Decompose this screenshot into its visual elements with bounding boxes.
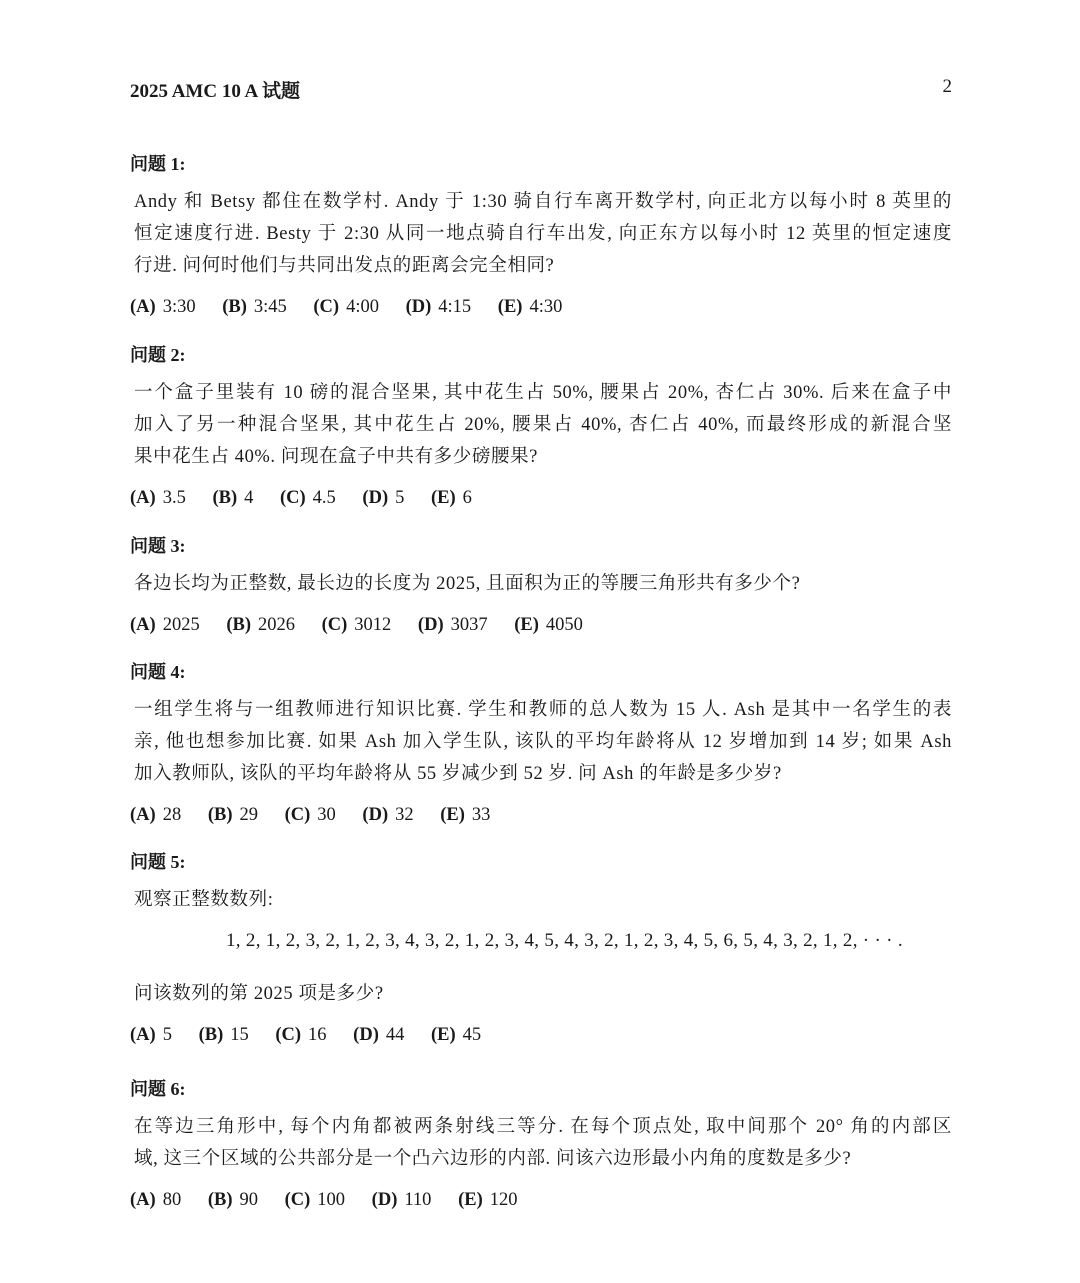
- choice-value: 120: [489, 1190, 518, 1210]
- choice-value: 3037: [450, 615, 488, 635]
- problem-text-line: 域, 这三个区域的公共部分是一个凸六边形的内部. 问该六边形最小内角的度数是多少?: [134, 1149, 852, 1169]
- problem-text-line: 一组学生将与一组教师进行知识比赛. 学生和教师的总人数为 15 人. Ash 是其中一名学生的表: [134, 700, 952, 720]
- problem-3: [130, 534, 952, 638]
- choice-a: [130, 485, 186, 511]
- problem-text-line: 问该数列的第 2025 项是多少?: [134, 984, 384, 1004]
- problem-text-line: 恒定速度行进. Besty 于 2:30 从同一地点骑自行车出发, 向正东方以每小时 12 英里的恒定速度: [134, 224, 952, 244]
- choice-d: [353, 1022, 404, 1048]
- choice-d: [372, 1187, 432, 1213]
- problem-5: [130, 850, 952, 916]
- problem-heading: 问题 3:: [130, 536, 186, 556]
- problem-text-line: 果中花生占 40%. 问现在盒子中共有多少磅腰果?: [134, 447, 538, 467]
- choice-c: [275, 1022, 326, 1048]
- choice-e: [458, 1187, 517, 1213]
- choice-value: 15: [230, 1025, 249, 1045]
- choice-label: (C): [279, 488, 306, 508]
- problem-5-question: [130, 978, 952, 1048]
- answer-choices: [130, 612, 952, 638]
- choice-value: 6: [462, 488, 472, 508]
- choice-label: (B): [226, 615, 251, 635]
- choice-value: 3:45: [253, 297, 287, 317]
- choice-c: [280, 485, 336, 511]
- choice-label: (A): [130, 488, 156, 508]
- choice-value: 90: [239, 1190, 258, 1210]
- choice-value: 4:30: [529, 297, 563, 317]
- choice-a: [130, 1022, 172, 1048]
- choice-c: [322, 612, 392, 638]
- choice-value: 4: [244, 488, 254, 508]
- choice-a: [130, 612, 200, 638]
- problem-text: [130, 1111, 952, 1175]
- choice-value: 29: [239, 805, 258, 825]
- exam-page: [130, 0, 952, 1283]
- choice-value: 28: [162, 805, 182, 825]
- choice-label: (E): [497, 297, 523, 317]
- problem-text-line: 行进. 问何时他们与共同出发点的距离会完全相同?: [134, 256, 555, 276]
- problem-heading: 问题 2:: [130, 345, 186, 365]
- problem-text: [130, 186, 952, 282]
- choice-value: 4.5: [312, 488, 336, 508]
- choice-value: 5: [162, 1025, 172, 1045]
- choice-value: 80: [162, 1190, 182, 1210]
- choice-d: [362, 802, 413, 828]
- choice-value: 16: [308, 1025, 327, 1045]
- choice-label: (C): [313, 297, 340, 317]
- choice-label: (C): [284, 805, 311, 825]
- choice-label: (A): [130, 615, 156, 635]
- choice-label: (D): [371, 1190, 398, 1210]
- problem-6: [130, 1077, 952, 1213]
- page-header: [130, 76, 952, 102]
- choice-label: (E): [514, 615, 539, 635]
- choice-label: (D): [353, 1025, 379, 1045]
- problem-heading: 问题 6:: [130, 1079, 186, 1099]
- choice-c: [313, 294, 379, 320]
- page-number: 2: [942, 76, 952, 97]
- choice-value: 2025: [162, 615, 200, 635]
- choice-b: [208, 802, 258, 828]
- choice-label: (A): [130, 297, 156, 317]
- problem-text: [130, 568, 952, 600]
- answer-choices: [130, 294, 952, 320]
- problem-text-line: 一个盒子里装有 10 磅的混合坚果, 其中花生占 50%, 腰果占 20%, 杏仁占 30%. 后来在盒子中: [134, 383, 952, 403]
- problem-text: [130, 978, 952, 1010]
- choice-label: (C): [284, 1190, 311, 1210]
- answer-choices: [130, 802, 952, 828]
- choice-label: (C): [321, 615, 348, 635]
- choice-label: (B): [207, 1190, 233, 1210]
- choice-label: (E): [440, 805, 465, 825]
- choice-label: (E): [430, 488, 456, 508]
- problem-heading: 问题 1:: [130, 154, 186, 174]
- answer-choices: [130, 485, 952, 511]
- choice-label: (A): [130, 805, 156, 825]
- choice-b: [212, 485, 253, 511]
- choice-label: (D): [405, 297, 432, 317]
- choice-value: 4:00: [346, 297, 379, 317]
- problem-1: [130, 152, 952, 320]
- problem-4: [130, 660, 952, 828]
- problem-heading: 问题 4:: [130, 662, 186, 682]
- choice-value: 2026: [257, 615, 295, 635]
- answer-choices: [130, 1022, 952, 1048]
- choice-label: (B): [222, 297, 247, 317]
- problem-text-line: 加入了另一种混合坚果, 其中花生占 20%, 腰果占 40%, 杏仁占 40%, 而最终形成的新混合坚: [134, 415, 952, 435]
- choice-e: [431, 1022, 481, 1048]
- choice-e: [431, 485, 472, 511]
- choice-a: [130, 802, 181, 828]
- choice-label: (A): [130, 1190, 156, 1210]
- problem-text-line: 亲, 他也想参加比赛. 如果 Ash 加入学生队, 该队的平均年龄将从 12 岁增加到 14 岁; 如果 Ash: [134, 732, 952, 752]
- choice-value: 4050: [545, 615, 583, 635]
- problem-text: [130, 377, 952, 473]
- choice-c: [285, 802, 336, 828]
- problem-heading: 问题 5:: [130, 852, 186, 872]
- choice-b: [226, 612, 295, 638]
- choice-value: 3:30: [162, 297, 196, 317]
- choice-label: (C): [275, 1025, 302, 1045]
- problem-text-line: 观察正整数数列:: [134, 890, 274, 910]
- choice-e: [440, 802, 490, 828]
- choice-value: 5: [395, 488, 405, 508]
- choice-value: 100: [317, 1190, 346, 1210]
- choice-value: 3.5: [162, 488, 186, 508]
- choice-label: (D): [417, 615, 444, 635]
- choice-label: (B): [212, 488, 238, 508]
- choice-value: 4:15: [438, 297, 472, 317]
- problem-text-line: 在等边三角形中, 每个内角都被两条射线三等分. 在每个顶点处, 取中间那个 20° 角的内部区: [134, 1117, 952, 1137]
- choice-a: [130, 1187, 181, 1213]
- choice-label: (A): [130, 1025, 156, 1045]
- choice-label: (D): [362, 488, 389, 508]
- choice-value: 30: [317, 805, 336, 825]
- choice-value: 44: [385, 1025, 405, 1045]
- choice-e: [498, 294, 563, 320]
- choice-label: (D): [362, 805, 389, 825]
- choice-value: 32: [395, 805, 414, 825]
- choice-label: (E): [430, 1025, 456, 1045]
- problem-text-line: 各边长均为正整数, 最长边的长度为 2025, 且面积为正的等腰三角形共有多少个?: [134, 574, 801, 594]
- choice-label: (B): [207, 805, 233, 825]
- choice-value: 3012: [354, 615, 392, 635]
- choice-e: [514, 612, 583, 638]
- choice-d: [362, 485, 404, 511]
- choice-d: [406, 294, 472, 320]
- exam-title: 2025 AMC 10 A 试题: [130, 81, 300, 102]
- problem-text-line: 加入教师队, 该队的平均年龄将从 55 岁减少到 52 岁. 问 Ash 的年龄是多少岁?: [134, 764, 782, 784]
- choice-a: [130, 294, 196, 320]
- choice-value: 45: [462, 1025, 482, 1045]
- choice-c: [285, 1187, 345, 1213]
- choice-b: [222, 294, 287, 320]
- choice-b: [199, 1022, 249, 1048]
- problem-2: [130, 343, 952, 511]
- number-sequence: 1, 2, 1, 2, 3, 2, 1, 2, 3, 4, 3, 2, 1, 2, 3, 4, 5, 4, 3, 2, 1, 2, 3, 4, 5, 6, 5, 4, 3, 2, 1, 2, · · · .: [226, 930, 903, 951]
- choice-d: [418, 612, 488, 638]
- problem-text-line: Andy 和 Betsy 都住在数学村. Andy 于 1:30 骑自行车离开数学村, 向正北方以每小时 8 英里的: [134, 192, 952, 212]
- choice-value: 110: [404, 1190, 432, 1210]
- problem-text: [130, 884, 952, 916]
- answer-choices: [130, 1187, 952, 1213]
- problem-text: [130, 694, 952, 790]
- choice-label: (B): [198, 1025, 224, 1045]
- choice-b: [208, 1187, 258, 1213]
- choice-label: (E): [458, 1190, 483, 1210]
- choice-value: 33: [471, 805, 491, 825]
